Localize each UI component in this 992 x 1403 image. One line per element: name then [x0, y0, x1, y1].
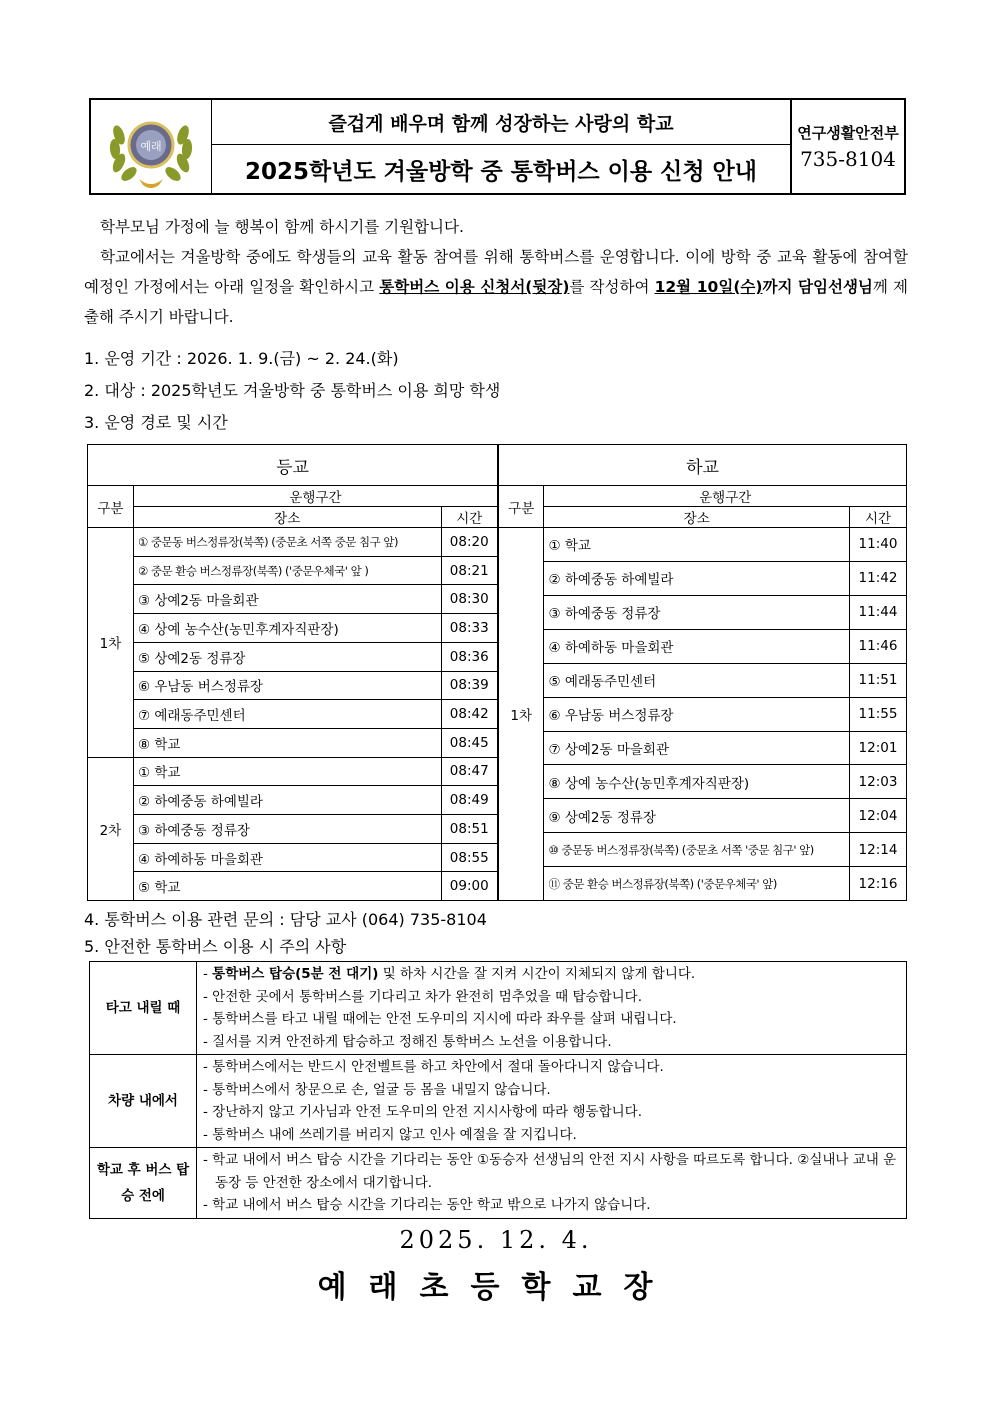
stop-place: ⑤ 학교 — [133, 872, 441, 901]
caution-item: - 질서를 지켜 안전하게 탑승하고 정해진 통학버스 노선을 이용합니다. — [203, 1033, 612, 1050]
document-header — [89, 98, 906, 195]
department-name: 연구생활안전부 — [797, 124, 899, 142]
caution-item: - 안전한 곳에서 통학버스를 기다리고 차가 완전히 멈추었을 때 탑승합니다. — [203, 988, 643, 1005]
stop-place: ② 하예중동 하예빌라 — [133, 786, 441, 815]
caution-item: - 통학버스에서 창문으로 손, 얼굴 등 몸을 내밀지 않습니다. — [203, 1081, 551, 1098]
stop-time: 09:00 — [441, 872, 498, 901]
col-group-header: 구분 — [88, 486, 134, 528]
document-date: 2025. 12. 4. — [399, 1226, 593, 1254]
col-time-header: 시간 — [441, 507, 498, 528]
stop-time: 08:36 — [441, 642, 498, 671]
stop-place: ⑩ 중문동 버스정류장(북쪽) (중문초 서쪽 '중문 침구' 앞) — [544, 833, 850, 867]
intro-body — [84, 242, 908, 332]
deadline-date: 12월 10일(수) — [654, 278, 763, 296]
caution-items — [197, 1148, 907, 1219]
caution-item: - 통학버스 내에 쓰레기를 버리지 않고 인사 예절을 잘 지킵니다. — [203, 1126, 577, 1143]
col-place-header: 장소 — [133, 507, 441, 528]
deadline-recipient: 까지 담임선생님 — [762, 278, 873, 296]
stop-place: ⑧ 학교 — [133, 728, 441, 757]
run-label: 1차 — [88, 528, 134, 758]
stop-place: ③ 하예중동 정류장 — [544, 595, 850, 629]
stop-time: 08:20 — [441, 528, 498, 557]
stop-place: ④ 하예하동 마을회관 — [544, 629, 850, 663]
stop-place: ⑧ 상예 농수산(농민후계자직판장) — [544, 765, 850, 799]
stop-time: 08:47 — [441, 757, 498, 786]
intro-text: 학교에서는 겨울방학 중에도 학생들의 교육 활동 참여를 위해 통학버스를 운영합니다. 이에 방학 중 교육 활동에 참여할 예정인 가정에서는 아래 일정을 확인하시고 — [84, 248, 908, 296]
stop-place: ④ 하예하동 마을회관 — [133, 843, 441, 872]
stop-time: 12:01 — [849, 731, 906, 765]
operation-period: 1. 운영 기간 : 2026. 1. 9.(금) ~ 2. 24.(화) — [84, 349, 399, 368]
caution-item: - 장난하지 않고 기사님과 안전 도우미의 안전 지시사항에 따라 행동합니다. — [203, 1104, 643, 1120]
intro-text: 를 작성하여 — [569, 278, 655, 296]
caution-category: 차량 내에서 — [90, 1055, 197, 1148]
route-heading: 3. 운영 경로 및 시간 — [84, 413, 228, 432]
document-title: 2025학년도 겨울방학 중 통학버스 이용 신청 안내 — [245, 158, 757, 185]
stop-time: 12:14 — [849, 833, 906, 867]
principal-signature: 예래초등학교장 — [317, 1270, 675, 1305]
stop-time: 08:55 — [441, 843, 498, 872]
stop-place: ⑥ 우남동 버스정류장 — [544, 697, 850, 731]
caution-item: - 통학버스를 타고 내릴 때에는 안전 도우미의 지시에 따라 좌우를 살펴 내립니다. — [203, 1011, 677, 1027]
target-students: 2. 대상 : 2025학년도 겨울방학 중 통학버스 이용 희망 학생 — [84, 381, 501, 400]
stop-place: ④ 상예 농수산(농민후계자직판장) — [133, 614, 441, 643]
application-form-ref: 통학버스 이용 신청서(뒷장) — [379, 278, 570, 296]
stop-time: 08:45 — [441, 728, 498, 757]
stop-place: ⑦ 예래동주민센터 — [133, 700, 441, 729]
stop-time: 11:46 — [849, 629, 906, 663]
stop-time: 08:33 — [441, 614, 498, 643]
col-place-header: 장소 — [544, 507, 850, 528]
svg-text:예래: 예래 — [140, 139, 162, 153]
stop-time: 08:39 — [441, 671, 498, 700]
school-emblem-icon — [105, 105, 197, 189]
col-time-header: 시간 — [849, 507, 906, 528]
stop-time: 08:21 — [441, 556, 498, 585]
school-logo — [91, 100, 212, 193]
from-school-header: 하교 — [498, 445, 907, 486]
stop-place: ② 중문 환승 버스정류장(북쪽) ('중문우체국' 앞 ) — [133, 556, 441, 585]
stop-time: 12:03 — [849, 765, 906, 799]
stop-place: ⑥ 우남동 버스정류장 — [133, 671, 441, 700]
stop-time: 08:49 — [441, 786, 498, 815]
stop-place: ① 학교 — [544, 528, 850, 562]
stop-place: ⑤ 예래동주민센터 — [544, 663, 850, 697]
caution-items — [197, 962, 907, 1055]
stop-time: 11:51 — [849, 663, 906, 697]
stop-time: 12:04 — [849, 799, 906, 833]
stop-place: ① 중문동 버스정류장(북쪽) (중문초 서쪽 중문 침구 앞) — [133, 528, 441, 557]
bus-schedule-table — [87, 444, 907, 901]
stop-time: 08:42 — [441, 700, 498, 729]
stop-time: 12:16 — [849, 867, 906, 901]
stop-time: 11:42 — [849, 561, 906, 595]
col-section-header: 운행구간 — [544, 486, 907, 507]
caution-category: 타고 내릴 때 — [90, 962, 197, 1055]
department-phone: 735-8104 — [800, 147, 896, 171]
caution-items — [197, 1055, 907, 1148]
run-label: 1차 — [498, 528, 544, 901]
stop-time: 11:55 — [849, 697, 906, 731]
stop-time: 08:51 — [441, 815, 498, 844]
intro-paragraph — [84, 212, 908, 332]
caution-table — [89, 961, 907, 1219]
caution-category: 학교 후 버스 탑승 전에 — [90, 1148, 197, 1219]
stop-place: ⑦ 상예2동 마을회관 — [544, 731, 850, 765]
caution-item: - 학교 내에서 버스 탑승 시간을 기다리는 동안 ①동승자 선생님의 안전 지시 사항을 따르도록 합니다. ②실내나 교내 운동장 등 안전한 장소에서 대기합니다. — [203, 1152, 897, 1191]
stop-time: 11:44 — [849, 595, 906, 629]
to-school-header: 등교 — [88, 445, 498, 486]
stop-place: ③ 하예중동 정류장 — [133, 815, 441, 844]
col-group-header: 구분 — [498, 486, 544, 528]
caution-heading: 5. 안전한 통학버스 이용 시 주의 사항 — [84, 937, 347, 956]
col-section-header: 운행구간 — [133, 486, 498, 507]
school-slogan: 즐겁게 배우며 함께 성장하는 사랑의 학교 — [212, 100, 790, 145]
stop-place: ⑤ 상예2동 정류장 — [133, 642, 441, 671]
intro-text: 께 제출해 주시기 바랍니다. — [84, 278, 909, 326]
greeting-line: 학부모님 가정에 늘 행복이 함께 하시기를 기원합니다. — [100, 218, 464, 236]
stop-time: 08:30 — [441, 585, 498, 614]
run-label: 2차 — [88, 757, 134, 901]
stop-place: ③ 상예2동 마을회관 — [133, 585, 441, 614]
stop-place: ① 학교 — [133, 757, 441, 786]
stop-place: ② 하예중동 하예빌라 — [544, 561, 850, 595]
stop-time: 11:40 — [849, 528, 906, 562]
stop-place: ⑨ 상예2동 정류장 — [544, 799, 850, 833]
caution-item: - 통학버스 탑승(5분 전 대기) 및 하차 시간을 잘 지켜 시간이 지체되지 않게 합니다. — [203, 966, 696, 982]
caution-item: - 통학버스에서는 반드시 안전벨트를 하고 차안에서 절대 돌아다니지 않습니다. — [203, 1059, 664, 1075]
inquiry-line: 4. 통학버스 이용 관련 문의 : 담당 교사 (064) 735-8104 — [84, 910, 487, 929]
caution-item: - 학교 내에서 버스 탑승 시간을 기다리는 동안 학교 밖으로 나가지 않습니다. — [203, 1197, 651, 1213]
stop-place: ⑪ 중문 환승 버스정류장(북쪽) ('중문우체국' 앞) — [544, 867, 850, 901]
